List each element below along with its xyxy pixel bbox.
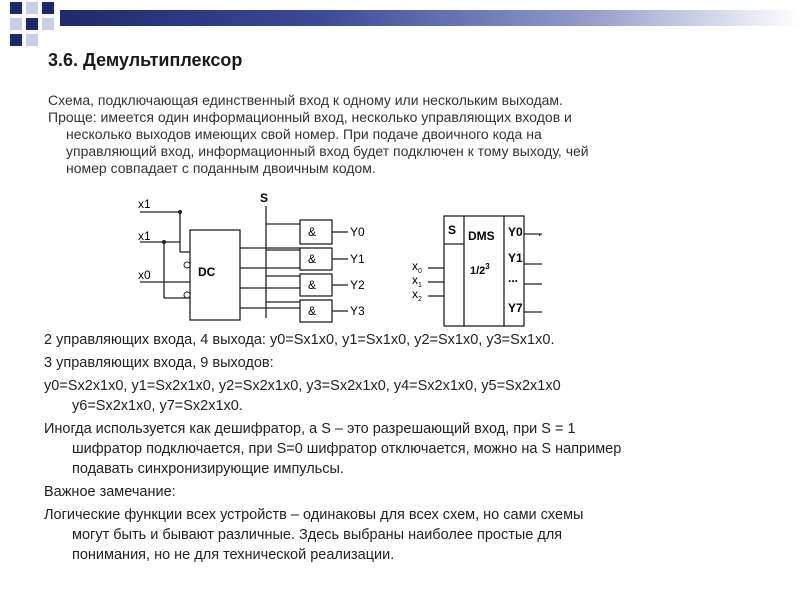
- body-line: шифратор подключается, при S=0 шифратор отключается, можно на S например: [72, 441, 622, 457]
- body-text: [44, 330, 621, 565]
- input-label: x0: [138, 268, 151, 282]
- decor-square: [26, 18, 38, 30]
- intro-line: номер совпадает с поданным двоичным кодом.: [66, 160, 376, 176]
- output-label: Y0: [350, 225, 365, 239]
- decor-square: [42, 18, 54, 30]
- body-line: 2 управляющих входа, 4 выхода: y0=Sx1x0, y1=Sx1x0, y2=Sx1x0, y3=Sx1x0.: [44, 332, 555, 348]
- intro-line: управляющий вход, информационный вход будет подключен к тому выходу, чей: [66, 143, 589, 159]
- gate-label: &: [308, 225, 317, 239]
- dms-output-label: Y1: [508, 251, 523, 265]
- dms-s-label: S: [448, 223, 457, 237]
- body-line: Важное замечание:: [44, 484, 176, 500]
- body-line: Иногда используется как дешифратор, а S – это разрешающий вход, при S = 1: [44, 421, 576, 437]
- dc-label: DC: [198, 265, 216, 279]
- input-label: x1: [138, 197, 151, 211]
- body-line: y0=Sx2x1x0, y1=Sx2x1x0, y2=Sx2x1x0, y3=Sx2x1x0, y4=Sx2x1x0, y5=Sx2x1x0: [44, 378, 561, 394]
- decor-square: [26, 2, 38, 14]
- dms-input-label: $x_1$: [412, 273, 422, 289]
- gate-label: &: [308, 252, 317, 266]
- body-line: 3 управляющих входа, 9 выходов:: [44, 355, 274, 371]
- intro-paragraph: [48, 92, 589, 177]
- intro-line: Проще: имеется один информационный вход, несколько управляющих входов и: [48, 109, 572, 125]
- output-label: Y2: [350, 278, 365, 292]
- intro-line: Схема, подключающая единственный вход к одному или нескольким выходам.: [48, 92, 563, 108]
- dms-output-label: Y7: [508, 301, 523, 315]
- trailing-mark: .: [538, 225, 542, 239]
- header-band: [60, 10, 800, 26]
- gate-label: &: [308, 278, 317, 292]
- s-label: S: [260, 191, 269, 205]
- dms-input-label: $x_0$: [412, 259, 422, 275]
- dms-block-diagram: [408, 208, 558, 328]
- gate-label: &: [308, 304, 317, 318]
- demux-circuit-diagram: [130, 190, 380, 330]
- decor-square: [10, 2, 22, 14]
- dms-output-label: Y0: [508, 225, 523, 239]
- header-decoration: [0, 0, 800, 46]
- decor-square: [26, 34, 38, 46]
- dms-ratio: $1/2^3$: [470, 262, 490, 277]
- output-label: Y3: [350, 304, 365, 318]
- slide-title: 3.6. Демультиплексор: [48, 50, 243, 70]
- body-line: подавать синхронизирующие импульсы.: [72, 461, 344, 477]
- decor-square: [10, 34, 22, 46]
- decor-square: [42, 2, 54, 14]
- body-line: понимания, но не для технической реализации.: [72, 547, 395, 563]
- intro-line: несколько выходов имеющих свой номер. При подаче двоичного кода на: [66, 126, 542, 142]
- body-line: могут быть и бывают различные. Здесь выбраны наиболее простые для: [72, 527, 563, 543]
- input-label: x1: [138, 229, 151, 243]
- dms-output-label: ...: [508, 271, 519, 285]
- body-line: Логические функции всех устройств – одинаковы для всех схем, но сами схемы: [44, 507, 584, 523]
- output-label: Y1: [350, 252, 365, 266]
- dms-name: DMS: [468, 229, 495, 243]
- body-line: y6=Sx2x1x0, y7=Sx2x1x0.: [72, 398, 243, 414]
- decor-square: [10, 18, 22, 30]
- dms-input-label: $x_2$: [412, 287, 422, 303]
